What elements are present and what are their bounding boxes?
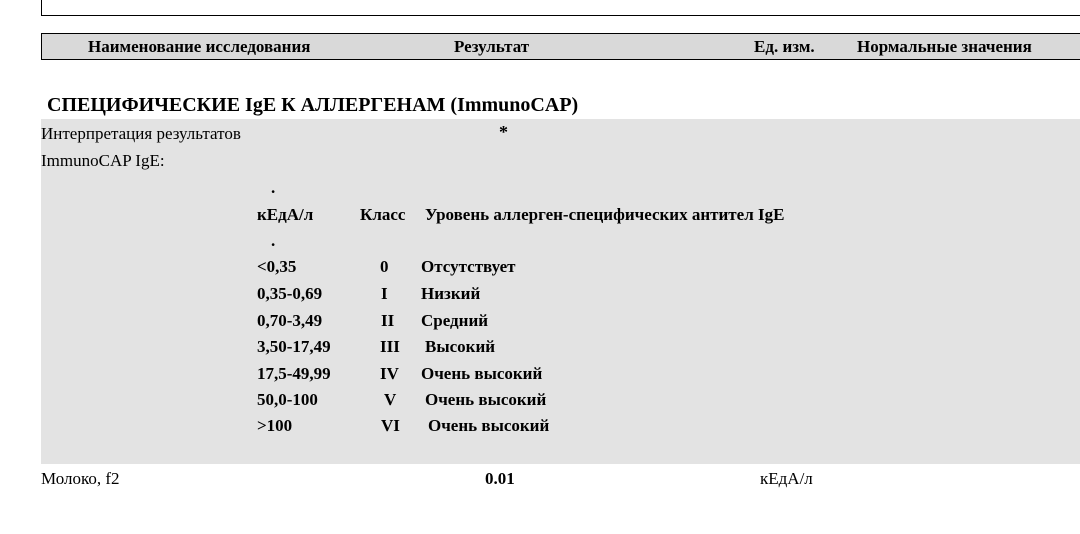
scale-range: <0,35 xyxy=(257,257,297,276)
scale-class: VI xyxy=(381,416,400,435)
immunocap-label: ImmunoCAP IgE: xyxy=(41,151,165,170)
scale-class: IV xyxy=(380,364,399,383)
scale-range: 3,50-17,49 xyxy=(257,337,331,356)
scale-level: Очень высокий xyxy=(428,416,550,435)
scale-class: V xyxy=(384,390,397,409)
section-title: СПЕЦИФИЧЕСКИЕ IgE К АЛЛЕРГЕНАМ (ImmunoCAP) xyxy=(47,94,579,116)
scale-class: II xyxy=(381,311,395,330)
scale-level: Очень высокий xyxy=(421,364,543,383)
scale-range: 17,5-49,99 xyxy=(257,364,331,383)
interpretation-block xyxy=(41,119,1080,464)
result-value: 0.01 xyxy=(485,469,515,488)
scale-level: Высокий xyxy=(425,337,496,356)
scale-range: 0,35-0,69 xyxy=(257,284,323,303)
table-header xyxy=(41,33,1080,60)
scale-class: III xyxy=(380,337,400,356)
dot-mark-1: . xyxy=(271,178,276,197)
scale-level: Средний xyxy=(421,311,489,330)
dot-mark-2: . xyxy=(271,231,276,250)
result-name: Молоко, f2 xyxy=(41,469,120,488)
header-name: Наименование исследования xyxy=(88,37,311,56)
scale-range: 0,70-3,49 xyxy=(257,311,323,330)
scale-range: 50,0-100 xyxy=(257,390,318,409)
scale-header-unit: кЕдА/л xyxy=(257,205,314,224)
scale-header-level: Уровень аллерген-специфических антител IgE xyxy=(425,205,785,224)
scale-level: Низкий xyxy=(421,284,481,303)
scale-level: Очень высокий xyxy=(425,390,547,409)
scale-level: Отсутствует xyxy=(421,257,516,276)
header-result: Результат xyxy=(454,37,530,56)
header-unit: Ед. изм. xyxy=(754,37,815,56)
scale-class: I xyxy=(381,284,388,303)
header-norm: Нормальные значения xyxy=(857,37,1032,56)
top-frame xyxy=(41,0,1080,16)
scale-header-class: Класс xyxy=(360,205,406,224)
scale-class: 0 xyxy=(380,257,389,276)
scale-range: >100 xyxy=(257,416,293,435)
asterisk-mark: * xyxy=(499,122,508,142)
result-unit: кЕдА/л xyxy=(760,469,813,488)
interpretation-label: Интерпретация результатов xyxy=(41,124,241,143)
